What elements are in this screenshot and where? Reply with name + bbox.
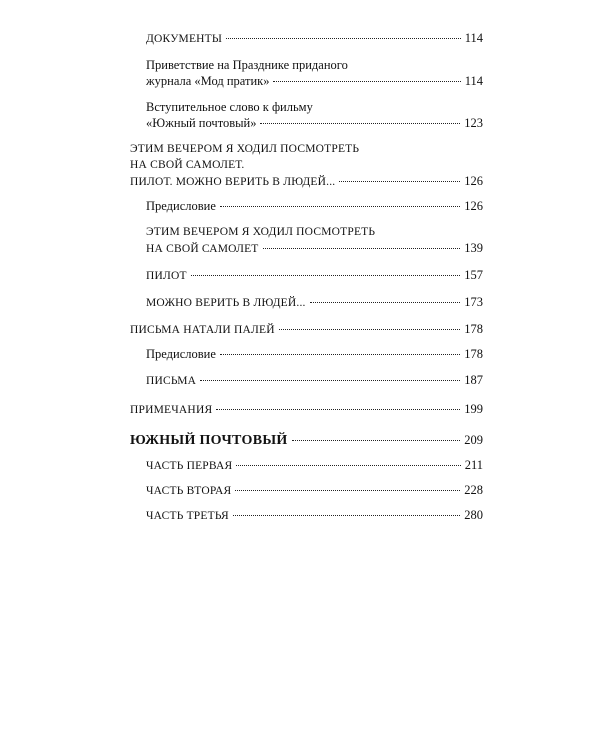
toc-entry-title-line: ЧАСТЬ ПЕРВАЯ [146,460,233,472]
toc-entry-title-line: ПИСЬМА [146,375,197,387]
toc-entry-title-line: Предисловие [146,199,216,213]
toc-page-number: 178 [464,322,483,336]
toc-entry-title-line: ЧАСТЬ ВТОРАЯ [146,485,232,497]
toc-entry [130,432,483,449]
dot-leader [226,38,461,39]
toc-entry [130,30,483,47]
toc-entry-title-line: ЭТИМ ВЕЧЕРОМ Я ХОДИЛ ПОСМОТРЕТЬ [130,143,360,155]
toc-page-number: 228 [464,483,483,497]
toc-page-number: 199 [464,402,483,416]
toc-page-number: 157 [464,268,483,282]
toc-entry [130,198,483,214]
toc-entry [130,457,483,474]
toc-entry [130,294,483,311]
dot-leader [235,490,460,491]
dot-leader [263,248,461,249]
dot-leader [292,440,461,441]
toc-page-number: 209 [464,433,483,447]
toc-entry-title-line: НА СВОЙ САМОЛЕТ [146,243,259,255]
toc-page-number: 126 [464,199,483,213]
toc-entry [130,321,483,338]
toc-page-number: 211 [464,458,483,472]
toc-entry-title-line: МОЖНО ВЕРИТЬ В ЛЮДЕЙ... [146,297,306,309]
toc-page-number: 126 [464,174,483,188]
dot-leader [191,275,461,276]
toc-entry-title-line: НА СВОЙ САМОЛЕТ. [130,159,245,171]
dot-leader [260,123,460,124]
dot-leader [310,302,461,303]
toc-entry-title-line: Предисловие [146,347,216,361]
toc-entry-title-line: Вступительное слово к фильму [146,100,313,114]
toc-entry [130,482,483,499]
toc-entry-title-line: ЭТИМ ВЕЧЕРОМ Я ХОДИЛ ПОСМОТРЕТЬ [146,226,376,238]
dot-leader [339,181,460,182]
dot-leader [233,515,460,516]
dot-leader [216,409,460,410]
toc-entry-title-line: «Южный почтовый» [146,116,257,130]
toc-page-number: 187 [464,373,483,387]
dot-leader [279,329,461,330]
toc-page-number: 280 [464,508,483,522]
toc-page-number: 114 [464,31,483,45]
toc-entry-title-line: ЮЖНЫЙ ПОЧТОВЫЙ [130,433,288,448]
toc-entry-title-line: ПИЛОТ [146,270,187,282]
toc-entry-title-line: ПРИМЕЧАНИЯ [130,404,213,416]
toc-page-number: 178 [464,347,483,361]
toc-page-number: 123 [464,116,483,130]
toc-entry-title-line: Приветствие на Празднике приданого [146,58,348,72]
toc-entry [130,57,483,89]
dot-leader [220,354,460,355]
toc-page-number: 139 [464,241,483,255]
dot-leader [273,81,460,82]
dot-leader [200,380,460,381]
toc-entry-title-line: ПИЛОТ. МОЖНО ВЕРИТЬ В ЛЮДЕЙ... [130,176,336,188]
toc-page-number: 114 [464,74,483,88]
toc-entry [130,372,483,389]
toc-entry [130,346,483,362]
toc-entry [130,267,483,284]
dot-leader [236,465,460,466]
dot-leader [220,206,460,207]
table-of-contents [130,30,483,524]
toc-page-number: 173 [464,295,483,309]
toc-entry [130,401,483,418]
toc-entry-title-line: ПИСЬМА НАТАЛИ ПАЛЕЙ [130,324,275,336]
toc-entry-title-line: ДОКУМЕНТЫ [146,33,223,45]
toc-entry [130,224,483,257]
toc-entry [130,99,483,131]
toc-entry-title-line: ЧАСТЬ ТРЕТЬЯ [146,510,229,522]
toc-entry [130,507,483,524]
toc-entry [130,141,483,190]
toc-entry-title-line: журнала «Мод пратик» [146,74,270,88]
